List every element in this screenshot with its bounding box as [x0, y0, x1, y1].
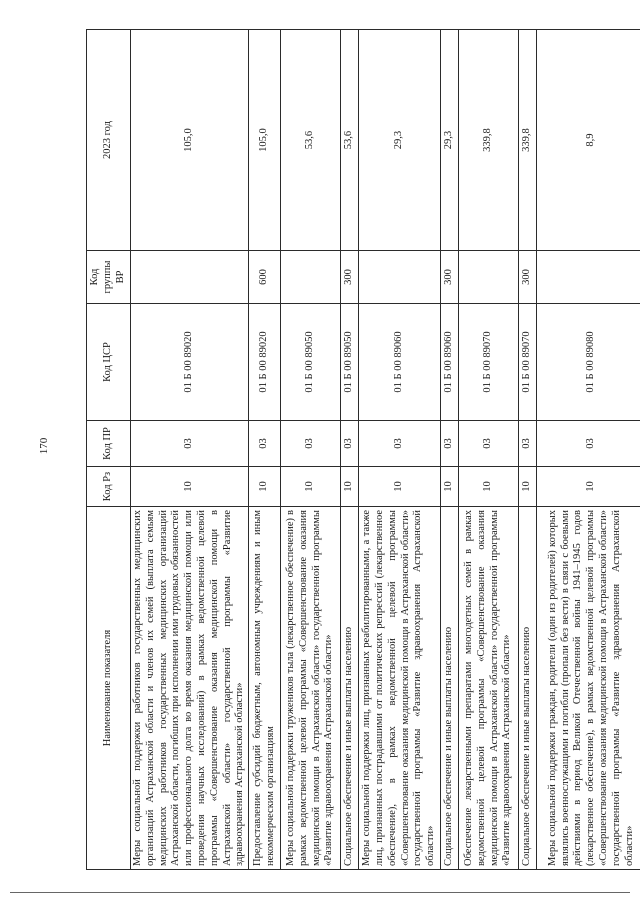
- table-row: [459, 30, 519, 870]
- header-year: 2023 год: [87, 30, 131, 251]
- table-row: [341, 30, 359, 870]
- row-rz: 10: [519, 467, 537, 507]
- row-name: Меры социальной поддержки работников государственных медицинских организаций Астраханской области и членов их семей (выплата семьям медицинских работников государственных медицинских организаций Астраханской области, погибших при исполнении ими трудовых обязанностей или профессионального долга во время оказания медицинской помощи или проведения научных исследований) в рамках ведомственной целевой программы «Совершенствование оказания медицинской помощи в Астраханской области» государственной программы «Развитие здравоохранения Астраханской области»: [131, 507, 249, 870]
- row-vr: 600: [249, 251, 281, 304]
- row-name: Предоставление субсидий бюджетным, автономным учреждениям и иным некоммерческим организациям: [249, 507, 281, 870]
- table-header-row: [87, 30, 131, 870]
- header-name: Наименование показателя: [87, 507, 131, 870]
- header-pr: Код ПР: [87, 421, 131, 467]
- header-vr: Код группы ВР: [87, 251, 131, 304]
- row-csr: 01 Б 00 89050: [281, 304, 341, 421]
- row-pr: 03: [359, 421, 441, 467]
- row-amount: 105,0: [131, 30, 249, 251]
- header-rz: Код Рз: [87, 467, 131, 507]
- row-pr: 03: [281, 421, 341, 467]
- row-amount: 29,3: [359, 30, 441, 251]
- row-vr: [537, 251, 640, 304]
- row-rz: 10: [537, 467, 640, 507]
- row-pr: 03: [131, 421, 249, 467]
- row-csr: 01 Б 00 89060: [359, 304, 441, 421]
- row-rz: 10: [359, 467, 441, 507]
- row-csr: 01 Б 00 89020: [131, 304, 249, 421]
- row-name: Обеспечение лекарственными препаратами многодетных семей в рамках ведомственной целевой программы «Совершенствование оказания медицинской помощи в Астраханской области» государственной программы «Развитие здравоохранения Астраханской области»: [459, 507, 519, 870]
- row-csr: 01 Б 00 89070: [519, 304, 537, 421]
- row-vr: [459, 251, 519, 304]
- row-rz: 10: [441, 467, 459, 507]
- row-vr: [131, 251, 249, 304]
- row-csr: 01 Б 00 89020: [249, 304, 281, 421]
- table-row: [359, 30, 441, 870]
- row-pr: 03: [249, 421, 281, 467]
- row-vr: 300: [341, 251, 359, 304]
- row-name: Социальное обеспечение и иные выплаты населению: [519, 507, 537, 870]
- row-name: Социальное обеспечение и иные выплаты населению: [341, 507, 359, 870]
- row-vr: 300: [519, 251, 537, 304]
- budget-table: [86, 29, 640, 870]
- table-row: [441, 30, 459, 870]
- row-name: Меры социальной поддержки граждан, родители (один из родителей) которых являлись военнослужащими и погибли (пропали без вести) в связи с боевыми действиями в период Великой Отечественной войны 1941–1945 годов (лекарственное обеспечение), в рамках ведомственной целевой программы «Совершенствование оказания медицинской помощи в Астраханской области» государственной программы «Развитие здравоохранения Астраханской области»: [537, 507, 640, 870]
- row-name: Меры социальной поддержки лиц, признанных реабилитированными, а также лиц, признанных пострадавшими от политических репрессий (лекарственное обеспечение), в рамках ведомственной целевой программы «Совершенствование оказания медицинской помощи в Астраханской области» государственной программы «Развитие здравоохранения Астраханской области»: [359, 507, 441, 870]
- row-csr: 01 Б 00 89050: [341, 304, 359, 421]
- row-rz: 10: [341, 467, 359, 507]
- row-amount: 339,8: [459, 30, 519, 251]
- row-amount: 29,3: [441, 30, 459, 251]
- row-amount: 8,9: [537, 30, 640, 251]
- row-pr: 03: [441, 421, 459, 467]
- row-pr: 03: [459, 421, 519, 467]
- row-vr: [281, 251, 341, 304]
- table-row: [519, 30, 537, 870]
- row-csr: 01 Б 00 89080: [537, 304, 640, 421]
- table-row: [131, 30, 249, 870]
- row-amount: 53,6: [281, 30, 341, 251]
- page-number: 170: [38, 437, 50, 455]
- row-amount: 339,8: [519, 30, 537, 251]
- rotated-page-content: [86, 30, 638, 870]
- row-csr: 01 Б 00 89060: [441, 304, 459, 421]
- row-vr: 300: [441, 251, 459, 304]
- row-rz: 10: [281, 467, 341, 507]
- row-vr: [359, 251, 441, 304]
- table-row: [249, 30, 281, 870]
- row-pr: 03: [537, 421, 640, 467]
- row-name: Социальное обеспечение и иные выплаты населению: [441, 507, 459, 870]
- row-amount: 105,0: [249, 30, 281, 251]
- page-bottom-rule: [10, 892, 630, 893]
- row-amount: 53,6: [341, 30, 359, 251]
- header-csr: Код ЦСР: [87, 304, 131, 421]
- row-name: Меры социальной поддержки тружеников тыла (лекарственное обеспечение) в рамках ведомственной целевой программы «Совершенствование оказания медицинской помощи в Астраханской области» государственной программы «Развитие здравоохранения Астраханской области»: [281, 507, 341, 870]
- row-csr: 01 Б 00 89070: [459, 304, 519, 421]
- row-rz: 10: [131, 467, 249, 507]
- row-rz: 10: [249, 467, 281, 507]
- table-row: [281, 30, 341, 870]
- row-pr: 03: [519, 421, 537, 467]
- row-pr: 03: [341, 421, 359, 467]
- row-rz: 10: [459, 467, 519, 507]
- table-row: [537, 30, 640, 870]
